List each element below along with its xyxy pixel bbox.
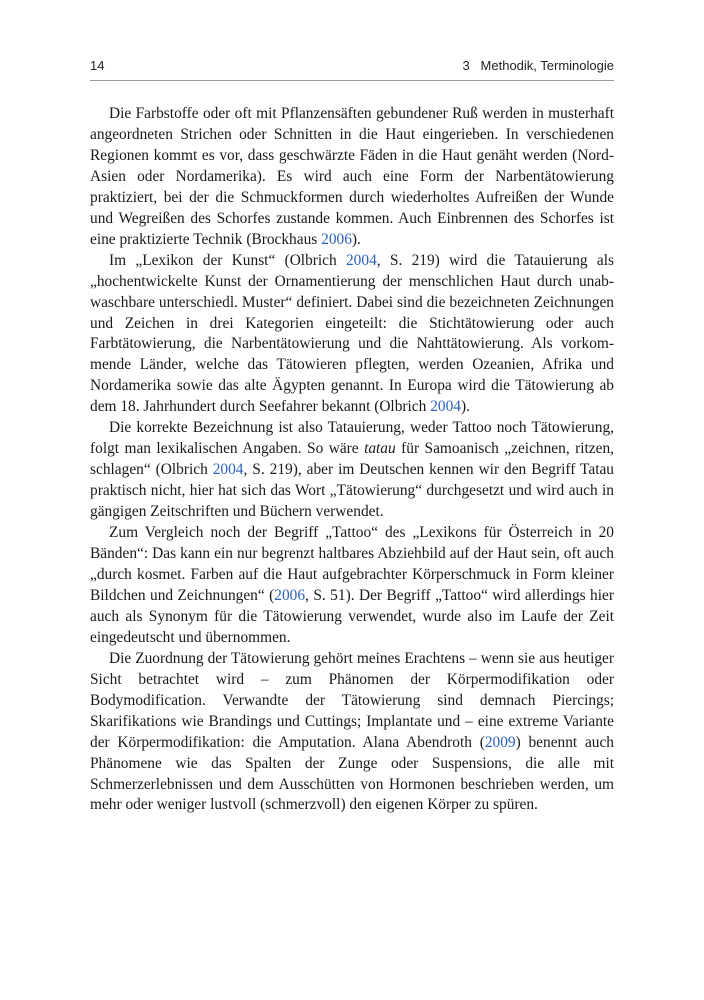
page-number: 14	[90, 58, 105, 73]
paragraph-4	[90, 523, 614, 649]
paragraph-2	[90, 251, 614, 419]
paragraph-3	[90, 418, 614, 523]
paragraph-text: für Samoanisch „zeichnen, ritzen, schlagen“ (Olbrich	[90, 440, 614, 479]
paragraph-5	[90, 649, 614, 817]
paragraph-text: Die Zuordnung der Tätowierung gehört meines Erachtens – wenn sie aus heutiger Sicht betrachtet wird – zum Phänomen der Körpermodifikation oder Bodymodification. Verwandte der Tätowierung sind demnach Piercings; Skarifikations wie Brandings und Cuttings; Implantate und – eine extreme Variante der Körpermodifikation: die Amputation. Alana Abendroth (	[90, 649, 614, 751]
citation-link-abendroth-2009[interactable]: 2009	[484, 733, 516, 751]
paragraph-text: ) benennt auch Phänomene wie das Spalten der Zunge oder Suspensions, die alle mit Schmerzerlebnissen und dem Ausschütten von Hormonen beschrieben werden, um mehr oder weniger lustvoll (schmerzvoll) den eigenen Körper zu spüren.	[90, 733, 614, 814]
paragraph-text: Im „Lexikon der Kunst“ (Olbrich	[109, 251, 346, 269]
chapter-title: Methodik, Terminologie	[480, 58, 614, 73]
paragraph-text: , S. 219), aber im Deutschen kennen wir den Begriff Tatau praktisch nicht, hier hat sich das Wort „Tätowierung“ durchgesetzt und wird auch in gängigen Zeitschriften und Büchern verwendet.	[90, 461, 614, 521]
paragraph-text: Zum Vergleich noch der Begriff „Tattoo“ des „Lexikons für Österreich in 20 Bänden“: Das kann ein nur begrenzt haltbares Abziehbild auf der Haut sein, oft auch „durch kosmet. Farben auf die Haut aufgebrachter Körperschmuck in Form kleiner Bildchen und Zeichnungen“ (	[90, 524, 614, 604]
citation-link-brockhaus-2006[interactable]: 2006	[321, 230, 352, 248]
header-rule	[90, 80, 614, 81]
body-text	[90, 104, 614, 816]
paragraph-text: Die korrekte Bezeichnung ist also Tatauierung, weder Tattoo noch Tätowierung, folgt man lexikalischen Angaben. So wäre	[90, 419, 614, 458]
paragraph-text: ).	[460, 398, 470, 416]
running-head	[462, 58, 614, 73]
page-header	[90, 58, 614, 78]
citation-link-2006[interactable]: 2006	[274, 586, 306, 604]
chapter-number: 3	[462, 58, 470, 73]
paragraph-1	[90, 104, 614, 251]
paragraph-text: Die Farbstoffe oder oft mit Pflanzensäften gebundener Ruß werden in musterhaft angeordneten Strichen oder Schnitten in die Haut eingerieben. In verschiedenen Regionen kommt es vor, dass geschwärzte Fäden in die Haut genäht werden (Nord-Asien oder Nordamerika). Es wird auch eine Form der Narbentätowierung praktiziert, bei der die Schmuckformen durch wiederholtes Aufreißen der Wunde und Wegreißen des Schorfes zustande kommen. Auch Einbrennen des Schorfes ist eine praktizierte Technik (Brockhaus	[90, 105, 614, 248]
paragraph-text: ).	[351, 230, 361, 248]
citation-link-olbrich-2004[interactable]: 2004	[212, 461, 244, 479]
citation-link-olbrich-2004[interactable]: 2004	[430, 398, 461, 416]
citation-link-olbrich-2004[interactable]: 2004	[345, 251, 377, 269]
paragraph-text: , S. 51). Der Begriff „Tattoo“ wird allerdings hier auch als Synonym für die Tätowierung verwendet, wurde also im Laufe der Zeit eingedeutscht und übernommen.	[90, 586, 614, 646]
paragraph-text: , S. 219) wird die Tatauierung als „hochentwickelte Kunst der Ornamentierung der menschlichen Haut durch unabwaschbare unterschiedl. Muster“ definiert. Dabei sind die bezeichneten Zeichnungen und Zeichen in drei Kategorien eingeteilt: die Stichtätowierung oder auch Farbtätowierung, die Narbentätowierung und die Nahttätowierung. Als vorkommende Länder, welche das Tätowieren pflegten, werden Ozeanien, Afrika und Nordamerika sowie das alte Ägypten genannt. In Europa wird die Tätowierung ab dem 18. Jahrhundert durch Seefahrer bekannt (Olbrich	[90, 251, 614, 416]
italic-term: tatau	[364, 440, 396, 458]
